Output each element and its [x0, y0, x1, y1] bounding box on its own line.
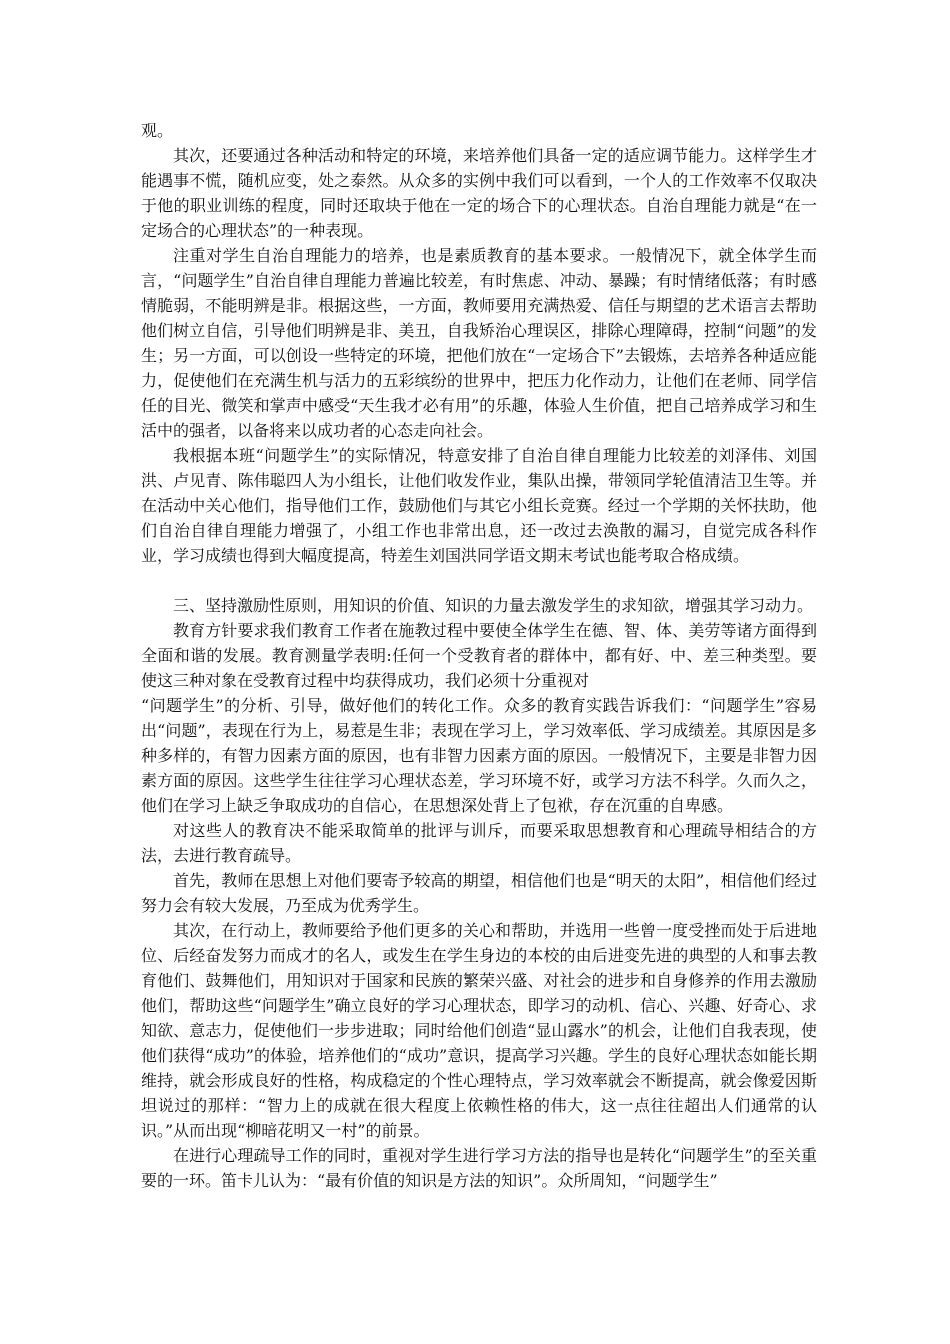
paragraph-problem-students-analysis: “问题学生”的分析、引导，做好他们的转化工作。众多的教育实践告诉我们：“问题学生”容易出“问题”，表现在行为上，易惹是生非；表现在学习上，学习效率低、学习成绩差。其原因是多种多样的，有智力因素方面的原因，也有非智力因素方面的原因。一般情况下，主要是非智力因素方面的原因。这些学生往往学习心理状态差，学习环境不好，或学习方法不科学。久而久之，他们在学习上缺乏争取成功的自信心，在思想深处背上了包袱，存在沉重的自卑感。: [141, 696, 817, 815]
paragraph-learning-method: 在进行心理疏导工作的同时，重视对学生进行学习方法的指导也是转化“问题学生”的至关重要的一环。笛卡儿认为：“最有价值的知识是方法的知识”。众所周知，“问题学生”: [141, 1146, 817, 1190]
paragraph-education-policy: 教育方针要求我们教育工作者在施教过程中要使全体学生在德、智、体、美劳等诸方面得到全面和谐的发展。教育测量学表明:任何一个受教育者的群体中，都有好、中、差三种类型。要使这三种对象在受教育过程中均获得成功，我们必须十分重视对: [141, 621, 817, 690]
paragraph-education-approach: 对这些人的教育决不能采取简单的批评与训斥，而要采取思想教育和心理疏导相结合的方法，去进行教育疏导。: [141, 821, 817, 865]
paragraph-first-expectation: 首先，教师在思想上对他们要寄予较高的期望，相信他们也是“明天的太阳”，相信他们经过努力会有较大发展，乃至成为优秀学生。: [141, 871, 817, 915]
paragraph-continuation: 观。: [141, 121, 174, 140]
section-heading-incentive-principle: 三、坚持激励性原则，用知识的价值、知识的力量去激发学生的求知欲，增强其学习动力。: [173, 596, 814, 615]
paragraph-self-management: 注重对学生自治自理能力的培养，也是素质教育的基本要求。一般情况下，就全体学生而言，“问题学生”自治自律自理能力普遍比较差，有时焦虑、冲动、暴躁；有时情绪低落；有时感情脆弱，不能明辨是非。根据这些，一方面，教师要用充满热爱、信任与期望的艺术语言去帮助他们树立自信，引导他们明辨是非、美丑，自我矫治心理误区，排除心理障碍，控制“问题”的发生；另一方面，可以创设一些特定的环境，把他们放在“一定场合下”去锻炼，去培养各种适应能力，促使他们在充满生机与活力的五彩缤纷的世界中，把压力化作动力，让他们在老师、同学信任的目光、微笑和掌声中感受“天生我才必有用”的乐趣，体验人生价值，把自己培养成学习和生活中的强者，以备将来以成功者的心态走向社会。: [141, 246, 817, 440]
paragraph-adaptive-ability: 其次，还要通过各种活动和特定的环境，来培养他们具备一定的适应调节能力。这样学生才能遇事不慌，随机应变，处之泰然。从众多的实例中我们可以看到，一个人的工作效率不仅取决于他的职业训练的程度，同时还取块于他在一定的场合下的心理状态。自治自理能力就是“在一定场合的心理状态”的一种表现。: [141, 146, 817, 240]
paragraph-second-action: 其次，在行动上，教师要给予他们更多的关心和帮助，并选用一些曾一度受挫而处于后进地位、后经奋发努力而成才的名人，或发生在学生身边的本校的由后进变先进的典型的人和事去教育他们、鼓舞他们，用知识对于国家和民族的繁荣兴盛、对社会的进步和自身修养的作用去激励他们，帮助这些“问题学生”确立良好的学习心理状态，即学习的动机、信心、兴趣、好奇心、求知欲、意志力，促使他们一步步进取；同时给他们创造“显山露水”的机会，让他们自我表现，使他们获得“成功”的体验，培养他们的“成功”意识，提高学习兴趣。学生的良好心理状态如能长期维持，就会形成良好的性格，构成稳定的个性心理特点，学习效率就会不断提高，就会像爱因斯坦说过的那样：“智力上的成就在很大程度上依赖性格的伟大，这一点往往超出人们通常的认识。”从而出现“柳暗花明又一村”的前景。: [141, 921, 817, 1140]
paragraph-class-example: 我根据本班“问题学生”的实际情况，特意安排了自治自律自理能力比较差的刘泽伟、刘国洪、卢见青、陈伟聪四人为小组长，让他们收发作业，集队出操，带领同学轮值清洁卫生等。并在活动中关心他们，指导他们工作，鼓励他们与其它小组长竞赛。经过一个学期的关怀扶助，他们自治自律自理能力增强了，小组工作也非常出息，还一改过去涣散的漏习，自觉完成各科作业，学习成绩也得到大幅度提高，特差生刘国洪同学语文期末考试也能考取合格成绩。: [141, 446, 817, 565]
section-spacer: [141, 568, 817, 593]
document-body: [141, 118, 817, 1193]
